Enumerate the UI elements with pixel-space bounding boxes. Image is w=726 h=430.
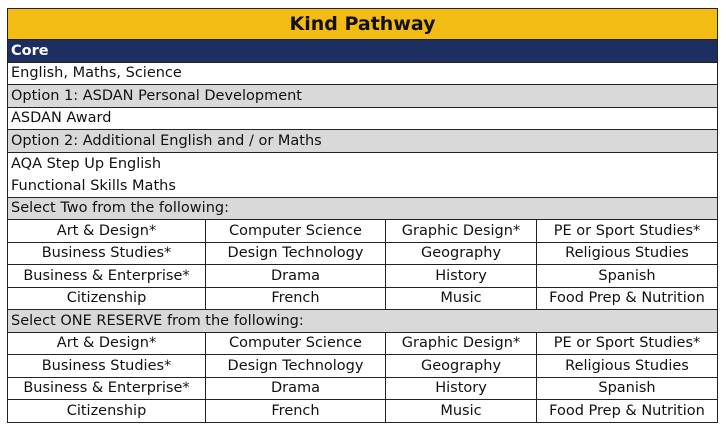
select-two-heading: Select Two from the following:: [8, 197, 718, 220]
subject-cell: Art & Design*: [8, 332, 206, 355]
subject-cell: Graphic Design*: [386, 332, 537, 355]
option2-items: [8, 152, 718, 197]
subject-row: [8, 242, 718, 265]
subject-cell: Religious Studies: [537, 355, 718, 378]
subject-cell: History: [386, 377, 537, 400]
subject-row: [8, 332, 718, 355]
subject-cell: French: [206, 287, 386, 310]
subject-cell: PE or Sport Studies*: [537, 332, 718, 355]
subject-cell: History: [386, 265, 537, 288]
core-subjects: English, Maths, Science: [8, 62, 718, 85]
core-heading: Core: [8, 40, 718, 63]
subject-cell: Art & Design*: [8, 220, 206, 243]
subject-cell: Business Studies*: [8, 242, 206, 265]
subject-cell: Religious Studies: [537, 242, 718, 265]
subject-cell: Computer Science: [206, 220, 386, 243]
subject-cell: Drama: [206, 377, 386, 400]
subject-row: [8, 400, 718, 423]
pathway-table-container: [7, 8, 717, 423]
option1-heading: Option 1: ASDAN Personal Development: [8, 85, 718, 108]
option2-item: Functional Skills Maths: [11, 177, 176, 194]
subject-cell: Drama: [206, 265, 386, 288]
option2-heading: Option 2: Additional English and / or Maths: [8, 130, 718, 153]
subject-cell: Food Prep & Nutrition: [537, 400, 718, 423]
pathway-title: Kind Pathway: [8, 9, 718, 40]
subject-row: [8, 355, 718, 378]
subject-cell: Citizenship: [8, 287, 206, 310]
subject-cell: Computer Science: [206, 332, 386, 355]
subject-cell: Music: [386, 287, 537, 310]
subject-cell: Geography: [386, 242, 537, 265]
subject-cell: Food Prep & Nutrition: [537, 287, 718, 310]
subject-cell: Business Studies*: [8, 355, 206, 378]
subject-row: [8, 220, 718, 243]
subject-cell: Business & Enterprise*: [8, 265, 206, 288]
subject-cell: Citizenship: [8, 400, 206, 423]
subject-cell: Music: [386, 400, 537, 423]
pathway-table: [7, 8, 718, 423]
subject-row: [8, 287, 718, 310]
subject-cell: Design Technology: [206, 355, 386, 378]
subject-cell: Business & Enterprise*: [8, 377, 206, 400]
subject-row: [8, 265, 718, 288]
subject-cell: PE or Sport Studies*: [537, 220, 718, 243]
select-reserve-heading: Select ONE RESERVE from the following:: [8, 310, 718, 333]
subject-cell: Geography: [386, 355, 537, 378]
subject-cell: Spanish: [537, 265, 718, 288]
subject-cell: Design Technology: [206, 242, 386, 265]
subject-row: [8, 377, 718, 400]
subject-cell: Graphic Design*: [386, 220, 537, 243]
option1-item: ASDAN Award: [8, 107, 718, 130]
subject-cell: Spanish: [537, 377, 718, 400]
subject-cell: French: [206, 400, 386, 423]
option2-item: AQA Step Up English: [11, 155, 162, 172]
